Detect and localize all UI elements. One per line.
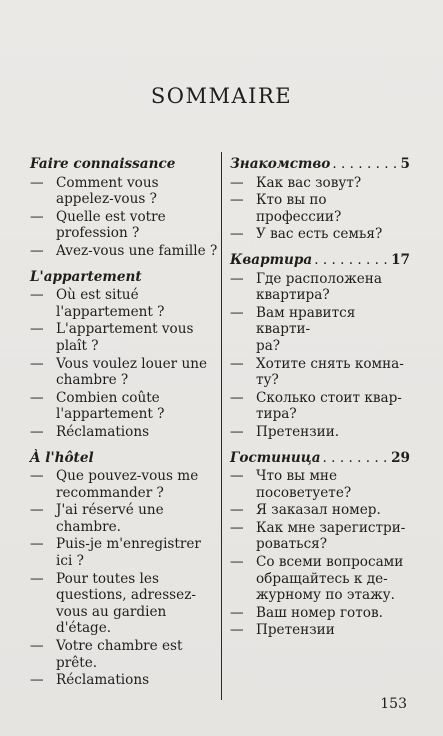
section-heading: Знакомство . . . 5: [230, 156, 410, 173]
list-item: — Кто вы по профессии?: [230, 192, 342, 225]
list-item: — Que pouvez-vous me recommander ?: [30, 468, 199, 501]
list-item: — Votre chambre est prête.: [30, 638, 183, 671]
section-page-number: 17: [391, 251, 410, 268]
french-contents-column: [30, 156, 218, 690]
list-item: — Претензии.: [230, 423, 340, 440]
list-item: — Вам нравится кварти- ра?: [230, 304, 356, 354]
list-item: — Сколько стоит квар- тира?: [230, 389, 402, 423]
list-item: — Réclamations: [30, 423, 150, 440]
list-item: — Où est situé l'appartement ?: [30, 287, 165, 320]
list-item: — Ваш номер готов.: [230, 604, 383, 621]
list-item: — Quelle est votre profession ?: [30, 208, 166, 242]
russian-contents-column: [230, 156, 410, 640]
section-heading: Faire connaissance: [30, 156, 176, 172]
page-title: SOMMAIRE: [150, 84, 293, 108]
section-page-number: 5: [400, 156, 410, 172]
list-item: — Претензии: [230, 622, 335, 639]
list-item: — J'ai réservé une chambre.: [30, 502, 164, 535]
section-heading: Гостиница . . . 29: [230, 450, 410, 467]
list-item: — Я заказал номер.: [230, 502, 381, 519]
list-item: — Avez-vous une famille ?: [30, 242, 218, 259]
list-item: — Puis-je m'enregistrer ici ?: [30, 536, 201, 570]
list-item: — Хотите снять комна- ту?: [230, 355, 404, 389]
list-item: — Как мне зарегистри- роваться?: [230, 519, 406, 553]
list-item: — Combien coûte l'appartement ?: [30, 389, 165, 423]
list-item: — Comment vous appelez-vous ?: [30, 174, 159, 208]
list-item: — Réclamations: [30, 672, 150, 689]
list-item: — Где расположена квартира?: [230, 270, 382, 304]
section-page-number: 29: [391, 449, 410, 466]
column-divider: [221, 152, 222, 700]
list-item: — У вас есть семья?: [230, 226, 383, 243]
list-item: — Как вас зовут?: [230, 174, 362, 191]
list-item: — Pour toutes les questions, adressez- vous au gardien d'étage.: [30, 570, 196, 637]
list-item: — Vous voulez louer une chambre ?: [30, 355, 208, 389]
section-heading: Квартира . . . 17: [230, 252, 410, 269]
list-item: — Что вы мне посоветуете?: [230, 468, 352, 501]
section-heading: À l'hôtel: [30, 449, 94, 466]
page-number: 153: [380, 696, 407, 712]
list-item: — Со всеми вопросами обращайтесь к де- журному по этажу.: [230, 554, 404, 604]
list-item: — L'appartement vous plaît ?: [30, 321, 194, 354]
section-heading: L'appartement: [30, 268, 142, 285]
